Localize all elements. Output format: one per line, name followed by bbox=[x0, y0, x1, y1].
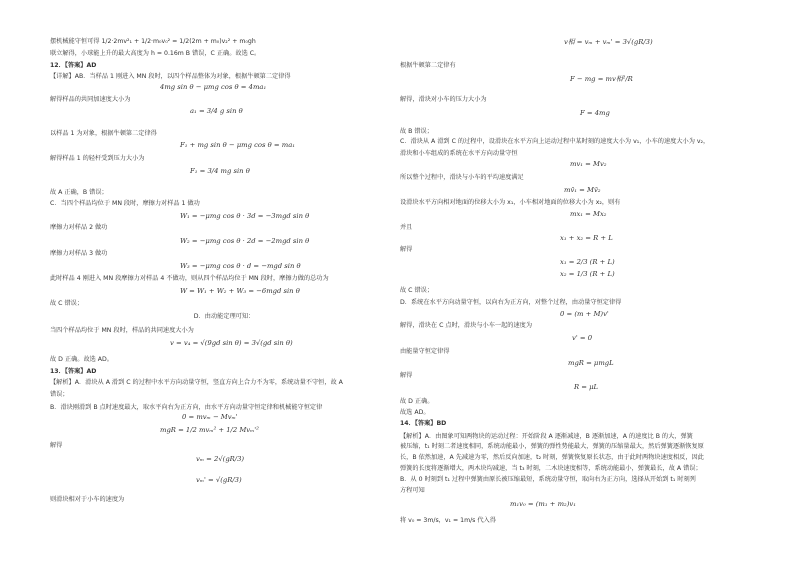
formula-line: m₁v₀ = (m₁ + m₂)v₁ bbox=[510, 500, 576, 508]
text-line: 设滑块水平方向相对地面的位移大小为 x₁，小车相对地面的位移大小为 x₂，则有 bbox=[400, 199, 621, 206]
formula-line: mx₁ = Mx₂ bbox=[570, 210, 607, 218]
text-line: 故 D 正确。故选 AD。 bbox=[50, 356, 113, 363]
text-line: 方程可知 bbox=[400, 487, 425, 494]
text-line: 当四个样品均位于 MN 段时，样品的共同速度大小为 bbox=[50, 327, 194, 334]
formula-line: v' = 0 bbox=[572, 334, 593, 342]
text-line: 此时样品 4 刚进入 MN 段摩擦力对样品 4 不做功，则从四个样品均位于 MN 段时，摩擦力做的总功为 bbox=[50, 275, 329, 282]
formula-line: W₁ = −μmg cos θ · 3d = −3mgd sin θ bbox=[180, 212, 310, 220]
text-line: 摩擦力对样品 2 做功 bbox=[50, 224, 108, 231]
formula-line: 0 = (m + M)v' bbox=[560, 310, 609, 318]
formula-line: x₁ = 2/3 (R + L) bbox=[560, 258, 615, 266]
formula-line: vₘ = 2√(gR/3) bbox=[196, 455, 245, 463]
text-line: B．从 0 时刻到 t₁ 过程中弹簧由原长被压缩最短，系统动量守恒，取向右为正方向，选择从开始到 t₁ 时刻列 bbox=[400, 476, 696, 483]
answer-heading: 13．【答案】AD bbox=[50, 368, 97, 375]
formula-line: mv̄₁ = Mv̄₂ bbox=[564, 186, 601, 194]
formula-line: v相 = vₘ + vₘ' = 3√(gR/3) bbox=[564, 38, 653, 46]
formula-line: mgR = μmgL bbox=[568, 359, 614, 367]
formula-line: F₁ + mg sin θ − μmg cos θ = ma₁ bbox=[180, 141, 295, 149]
text-line: 故 A 正确，B 错误； bbox=[50, 189, 108, 196]
text-line: 故选 AD。 bbox=[400, 409, 430, 416]
text-line: 并且 bbox=[400, 224, 413, 231]
formula-line: mgR = 1/2 mvₘ² + 1/2 Mvₘ'² bbox=[160, 426, 259, 434]
answer-heading: 14．【答案】BD bbox=[400, 420, 447, 427]
text-line: 弹簧的长度将逐渐增大，两木块均减速，当 t₃ 时刻，二木块速度相等，系统动能最小，弹簧最长，故 A 错误； bbox=[400, 465, 702, 472]
formula-line: 0 = mvₘ − Mvₘ' bbox=[182, 413, 238, 421]
text-line: 被压缩，t₁ 时刻二者速度相同，系统动能最小，弹簧的弹性势能最大，弹簧的压缩量最大，然后弹簧逐渐恢复原 bbox=[400, 443, 704, 450]
formula-line: F₁ = 3/4 mg sin θ bbox=[190, 167, 250, 175]
formula-line: W₃ = −μmg cos θ · d = −mgd sin θ bbox=[180, 262, 301, 270]
text-line: 解得 bbox=[400, 372, 413, 379]
text-line: C．滑块从 A 滑到 C 的过程中，设滑块在水平方向上运动过程中某时刻的速度大小为 v₁，小车的速度大小为 v₂， bbox=[400, 138, 710, 145]
answer-heading: 12．【答案】AD bbox=[50, 62, 97, 69]
formula-line: mv₁ = Mv₂ bbox=[570, 160, 607, 168]
text-line: 滑块和小车组成的系统在水平方向动量守恒 bbox=[400, 150, 518, 157]
text-line: C．当四个样品均位于 MN 段时，摩擦力对样品 1 做功 bbox=[50, 200, 200, 207]
text-line: 故 D 正确。 bbox=[400, 398, 434, 405]
text-line: B．滑块刚滑到 B 点时速度最大，取水平向右为正方向，由水平方向动量守恒定律和机械能守恒定律 bbox=[50, 404, 323, 411]
text-line: 解得样品 1 的轻杆受到压力大小为 bbox=[50, 155, 145, 162]
text-line: 将 v₀ = 3m/s，v₁ = 1m/s 代入得 bbox=[400, 517, 496, 524]
text-line: 摩擦力对样品 3 做功 bbox=[50, 250, 108, 257]
text-line: 【解析】A．滑块从 A 滑到 C 的过程中水平方向动量守恒，竖直方向上合力不为零，系统动量不守恒，故 A bbox=[50, 379, 343, 386]
text-line: 联立解得，小球能上升的最大高度为 h = 0.16m B 错误，C 正确。故选 C。 bbox=[50, 50, 261, 57]
text-line: 长，B 依然加速，A 先减速为零，然后反向加速，t₂ 时刻，弹簧恢复原长状态，由于此时两物块速度相反，因此 bbox=[400, 454, 704, 461]
formula-line: x₁ + x₂ = R + L bbox=[560, 234, 613, 242]
text-line: 故 B 错误； bbox=[400, 128, 433, 135]
text-line: 由能量守恒定律得 bbox=[400, 348, 450, 355]
text-line: 解得 bbox=[400, 246, 413, 253]
formula-line: R = μL bbox=[574, 383, 599, 391]
formula-line: F − mg = mv相²/R bbox=[570, 75, 633, 83]
text-line: 解得，滑块对小车的压力大小为 bbox=[400, 96, 487, 103]
formula-line: W₂ = −μmg cos θ · 2d = −2mgd sin θ bbox=[180, 237, 310, 245]
text-line: 解得样品的共同加速度大小为 bbox=[50, 96, 131, 103]
text-line: 所以整个过程中，滑块与小车的平均速度满足 bbox=[400, 174, 524, 181]
text-line: 则滑块相对于小车的速度为 bbox=[50, 496, 125, 503]
text-line: 故 C 错误； bbox=[50, 300, 84, 307]
formula-line: v = v₄ = √(9gd sin θ) = 3√(gd sin θ) bbox=[170, 339, 293, 347]
formula-line: W = W₁ + W₂ + W₃ = −6mgd sin θ bbox=[180, 287, 300, 295]
text-line: D．由动能定理可知： bbox=[193, 313, 255, 320]
text-line: 【解析】A．由图象可知两物块的运动过程：开始阶段 A 逐渐减速，B 逐渐加速，A 的速度比 B 的大，弹簧 bbox=[400, 433, 693, 440]
text-line: 解得，滑块在 C 点时，滑块与小车一起的速度为 bbox=[400, 322, 533, 329]
formula-line: vₘ' = √(gR/3) bbox=[196, 476, 242, 484]
text-line: 错误； bbox=[50, 391, 69, 398]
text-line: 摆机械能守恒可得 1/2·2mv²₁ + 1/2·m₀v₀² = 1/2(2m + m₀)v₂² + m₀gh bbox=[50, 38, 256, 45]
formula-line: 4mg sin θ − μmg cos θ = 4ma₁ bbox=[160, 83, 267, 91]
formula-line: F = 4mg bbox=[580, 109, 610, 117]
text-line: 【详解】AB．当样品 1 刚进入 MN 段时，以四个样品整体为对象，根据牛顿第二定律得 bbox=[50, 73, 291, 80]
text-line: 根据牛顿第二定律有 bbox=[400, 62, 456, 69]
formula-line: x₂ = 1/3 (R + L) bbox=[560, 270, 615, 278]
formula-line: a₁ = 3/4 g sin θ bbox=[190, 107, 243, 115]
text-line: 故 C 错误； bbox=[400, 287, 434, 294]
text-line: 以样品 1 为对象，根据牛顿第二定律得 bbox=[50, 130, 157, 137]
text-line: D．系统在水平方向动量守恒，以向右为正方向，对整个过程，由动量守恒定律得 bbox=[400, 299, 622, 306]
text-line: 解得 bbox=[50, 442, 63, 449]
